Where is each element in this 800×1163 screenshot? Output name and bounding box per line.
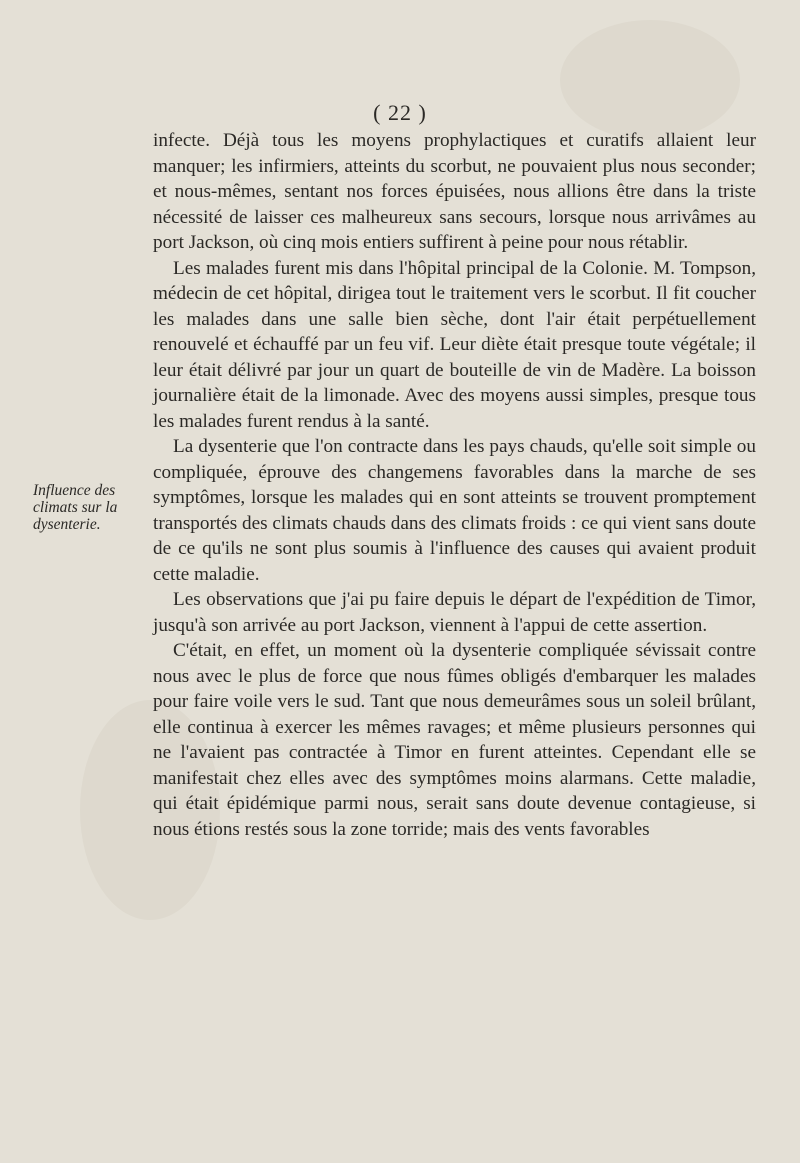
margin-note-line: dysenterie. <box>33 516 101 533</box>
paragraph: infecte. Déjà tous les moyens prophylactiques et curatifs allaient leur manquer; les infirmiers, atteints du scorbut, ne pouvaient plus nous seconder; et nous-mêmes, sentant nos forces épuisées, nous allions être dans la triste nécessité de laisser ces malheureux sans secours, lorsque nous arrivâmes au port Jackson, où cinq mois entiers suffirent à peine pour nous rétablir. <box>153 130 756 253</box>
margin-note <box>33 482 153 533</box>
margin-note-line: Influence des <box>33 482 116 499</box>
body-text <box>153 128 756 842</box>
paragraph: Les observations que j'ai pu faire depuis le départ de l'expédition de Timor, jusqu'à son arrivée au port Jackson, viennent à l'appui de cette assertion. <box>153 589 756 636</box>
page-number: ( 22 ) <box>373 100 427 125</box>
paragraph: C'était, en effet, un moment où la dysenterie compliquée sévissait contre nous avec le plus de force que nous fûmes obligés d'embarquer les malades pour faire voile vers le sud. Tant que nous demeurâmes sous un soleil brûlant, elle continua à exercer les mêmes ravages; et même plusieurs personnes qui ne l'avaient pas contractée à Timor en furent atteintes. Cependant elle se manifestait chez elles avec des symptômes moins alarmans. Cette maladie, qui était épidémique parmi nous, serait sans doute devenue contagieuse, si nous étions restés sous la zone torride; mais des vents favorables <box>153 640 756 840</box>
margin-note-line: climats sur la <box>33 499 118 516</box>
paragraph: Les malades furent mis dans l'hôpital principal de la Colonie. M. Tompson, médecin de cet hôpital, dirigea tout le traitement vers le scorbut. Il fit coucher les malades dans une salle bien sèche, dont l'air était perpétuellement renouvelé et échauffé par un feu vif. Leur diète était presque toute végétale; il leur était délivré par jour un quart de bouteille de vin de Madère. La boisson journalière était de la limonade. Avec des moyens aussi simples, presque tous les malades furent rendus à la santé. <box>153 257 756 432</box>
paragraph: La dysenterie que l'on contracte dans les pays chauds, qu'elle soit simple ou compliquée, éprouve des changemens favorables dans la marche de ses symptômes, lorsque les malades qui en sont atteints se trouvent promptement transportés des climats chauds dans des climats froids : ce qui vient sans doute de ce qu'ils ne sont plus soumis à l'influence des causes qui avaient produit cette maladie. <box>153 436 756 585</box>
